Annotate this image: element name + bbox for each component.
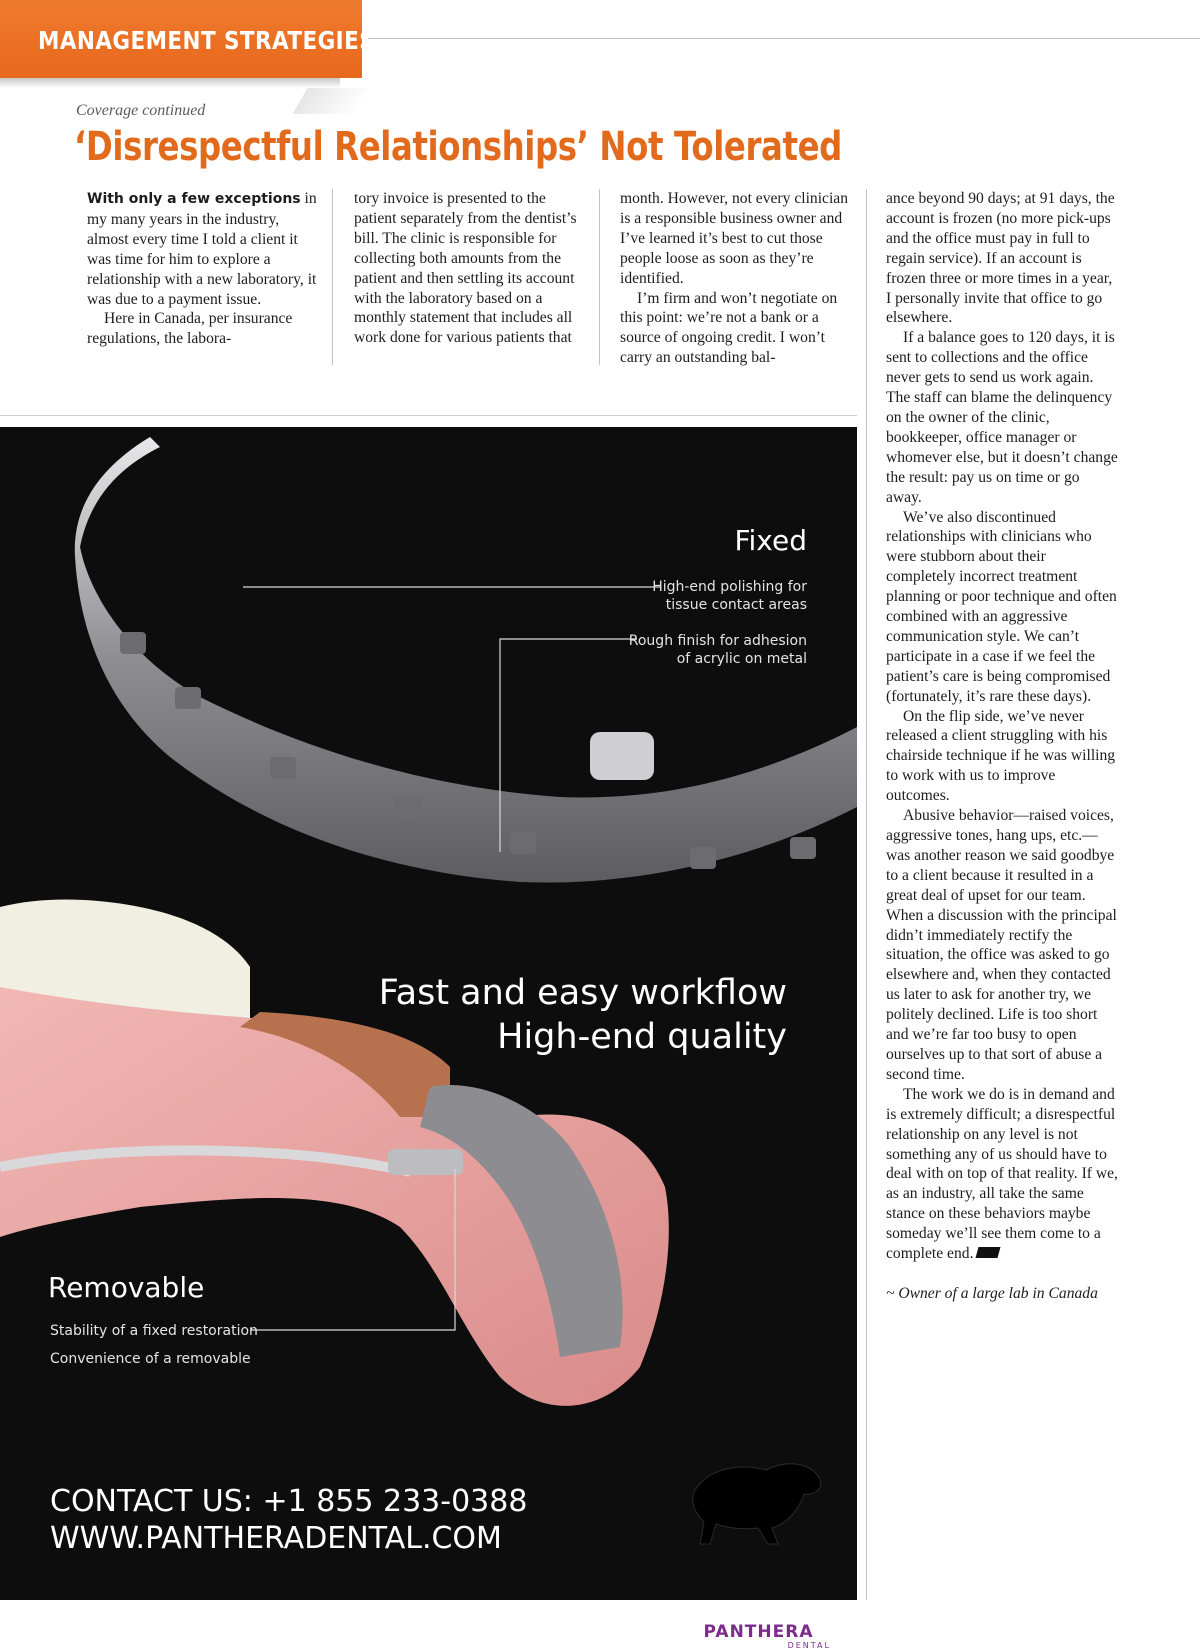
- article-column-2: [354, 189, 592, 348]
- contact-block: [50, 1483, 527, 1557]
- section-tab: [0, 0, 376, 78]
- lead-in: With only a few exceptions: [87, 191, 301, 207]
- paragraph: [87, 189, 317, 309]
- paragraph: Abusive behavior—raised voices, aggressive tones, hang ups, etc.—was another reason we said goodbye to a client because it resulted in a great deal of upset for our team. When a discussion with the principal didn’t immediately rectify the situation, the office was asked to go elsewhere and, when they contacted us later to ask for another try, we politely declined. Life is too short and we’re far too busy to open ourselves up to that sort of abuse a second time.: [886, 807, 1117, 1083]
- page-title: ‘Disrespectful Relationships’ Not Tolerated: [74, 124, 842, 170]
- article-column-4: [886, 189, 1118, 1304]
- article-column-1: [87, 189, 317, 349]
- signoff: ~ Owner of a large lab in Canada: [886, 1284, 1098, 1302]
- contact-website: WWW.PANTHERADENTAL.COM: [50, 1521, 502, 1556]
- paragraph: month. However, not every clinician is a responsible business owner and I’ve learned it’s best to cut those people loose as soon as they’re identified.: [620, 190, 849, 287]
- note-line: tissue contact areas: [665, 597, 807, 613]
- paragraph: I’m firm and won’t negotiate on this point: we’re not a bank or a source of ongoing credit. I won’t carry an outstanding bal-: [620, 289, 838, 367]
- ad-headline: [379, 971, 787, 1059]
- tab-shadow: [0, 78, 340, 88]
- column-divider: [332, 189, 333, 365]
- removable-note-stability: Stability of a fixed restoration: [50, 1323, 258, 1339]
- removable-title: Removable: [48, 1271, 205, 1304]
- paragraph: We’ve also discontinued relationships with clinicians who were stubborn about their completely incorrect treatment planning or poor technique and often combined with an aggressive communication style. We can’t participate in a case if we feel the patient’s care is being compromised (fortunately, it’s rare these days).: [886, 508, 1117, 705]
- paragraph: Here in Canada, per insurance regulations, the labora-: [87, 310, 293, 348]
- column-divider: [599, 189, 600, 365]
- ad-top-rule: [0, 415, 857, 416]
- fixed-note-polishing: [652, 578, 807, 614]
- paragraph: If a balance goes to 120 days, it is sent to collections and the office never gets to send us work again. The staff can blame the delinquency on the owner of the clinic, bookkeeper, office manager or whomever else, but it doesn’t change the result: pay us on time or go away.: [886, 329, 1118, 506]
- paragraph: tory invoice is presented to the patient separately from the dentist’s bill. The clinic is responsible for collecting both amounts from the patient and then settling its account with the laboratory based on a monthly statement that includes all work done for various patients that: [354, 190, 577, 347]
- paragraph: [886, 1085, 1118, 1264]
- kicker: Coverage continued: [76, 102, 206, 119]
- fixed-note-finish: [629, 632, 807, 668]
- paragraph: ance beyond 90 days; at 91 days, the account is frozen (no more pick-ups and the office must pay in full to regain service). If an account is frozen three or more times in a year, I personally invite that office to go elsewhere.: [886, 190, 1115, 327]
- ad-headline-line: High-end quality: [497, 1017, 787, 1057]
- section-label: MANAGEMENT STRATEGIES: [38, 26, 376, 55]
- fixed-title: Fixed: [734, 524, 807, 557]
- note-line: High-end polishing for: [652, 579, 807, 595]
- tab-shadow-edge: [292, 88, 369, 114]
- contact-phone: CONTACT US: +1 855 233-0388: [50, 1484, 528, 1519]
- paragraph: On the flip side, we’ve never released a client struggling with his chairside technique if he was willing to work with us to improve outcomes.: [886, 707, 1116, 805]
- paragraph-text: in my many years in the industry, almost every time I told a client it was time for him to explore a relationship with a new laboratory, it was due to a payment issue.: [87, 190, 317, 308]
- header-rule: [368, 38, 1200, 39]
- lmt-logo-icon: [976, 1247, 1001, 1258]
- removable-note-convenience: Convenience of a removable: [50, 1351, 251, 1367]
- note-line: of acrylic on metal: [676, 651, 807, 667]
- column-divider: [866, 189, 867, 1600]
- paragraph-text: The work we do is in demand and is extremely difficult; a disrespectful relationship on any level is not something any of us should have to deal with on top of that reality. If we, as an industry, all take the same stance on these behaviors maybe someday we’ll see them come to a complete end.: [886, 1085, 1118, 1263]
- note-line: Rough finish for adhesion: [628, 633, 807, 649]
- brand-name: PANTHERA: [703, 1622, 814, 1642]
- brand-sub: DENTAL: [787, 1641, 831, 1650]
- article-column-3: [620, 189, 852, 368]
- panther-logo-icon: [693, 1464, 821, 1544]
- advertisement: [0, 427, 857, 1650]
- ad-headline-line: Fast and easy workflow: [378, 973, 787, 1013]
